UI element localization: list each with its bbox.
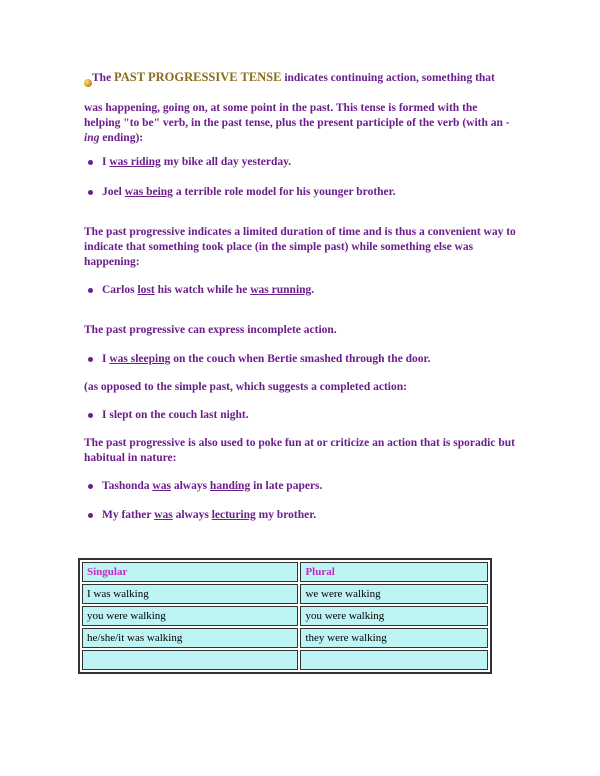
bullet-icon <box>88 160 93 165</box>
verb-underlined: was being <box>124 186 173 198</box>
verb-underlined: was running <box>250 284 312 296</box>
verb-underlined: was sleeping <box>109 353 171 365</box>
ing-italic: -ing <box>84 117 510 144</box>
verb-underlined: was riding <box>109 156 161 168</box>
list-item: Joel was being a terrible role model for his younger brother. <box>102 185 396 200</box>
table-row <box>82 606 488 626</box>
paragraph-habitual: The past progressive is also used to poke fun at or criticize an action that is sporadic but habitual in nature: <box>84 437 515 464</box>
bullet-icon <box>88 357 93 362</box>
list-item: I was sleeping on the couch when Bertie smashed through the door. <box>102 352 430 367</box>
intro-ending: ending): <box>99 132 144 144</box>
column-header-singular: Singular <box>82 562 298 582</box>
column-header-plural: Plural <box>300 562 488 582</box>
bullet-ball-icon <box>84 79 92 87</box>
verb-underlined: lecturing <box>211 509 256 521</box>
table-cell: they were walking <box>300 628 488 648</box>
table-row <box>82 628 488 648</box>
verb-underlined: handing <box>209 480 251 492</box>
table-cell: you were walking <box>82 606 298 626</box>
list-item: Tashonda was always handing in late papers. <box>102 479 322 494</box>
table-row <box>82 650 488 670</box>
table-cell: you were walking <box>300 606 488 626</box>
list-item: My father was always lecturing my brother. <box>102 508 316 523</box>
verb-underlined: was <box>154 509 173 521</box>
list-item: I was riding my bike all day yesterday. <box>102 155 291 170</box>
conjugation-table <box>78 558 492 674</box>
bullet-icon <box>88 513 93 518</box>
table-cell <box>82 650 298 670</box>
table-row <box>82 584 488 604</box>
table-cell: he/she/it was walking <box>82 628 298 648</box>
table-cell: I was walking <box>82 584 298 604</box>
tense-term: PAST PROGRESSIVE TENSE <box>114 70 282 84</box>
paragraph-duration: The past progressive indicates a limited duration of time and is thus a convenient way to indicate that something took place (in the simple past) while something else was happening: <box>84 226 516 268</box>
intro-text: was happening, going on, at some point in the past. This tense is formed with the helping "to be" verb, in the past tense, plus the present participle of the verb (with an <box>84 102 506 129</box>
bullet-icon <box>88 413 93 418</box>
intro-prefix: The <box>92 72 115 84</box>
paragraph-simple-past: (as opposed to the simple past, which suggests a completed action: <box>84 381 407 393</box>
intro-first-line <box>92 70 522 86</box>
bullet-icon <box>88 190 93 195</box>
verb-underlined: lost <box>137 284 155 296</box>
bullet-icon <box>88 288 93 293</box>
verb-underlined: was <box>152 480 171 492</box>
intro-paragraph <box>84 101 516 146</box>
paragraph-incomplete: The past progressive can express incomplete action. <box>84 324 337 336</box>
bullet-icon <box>88 484 93 489</box>
table-cell: we were walking <box>300 584 488 604</box>
table-header-row <box>82 562 488 582</box>
list-item: I slept on the couch last night. <box>102 408 249 423</box>
table-cell <box>300 650 488 670</box>
intro-line1-rest: indicates continuing action, something that <box>281 72 495 84</box>
list-item: Carlos lost his watch while he was running. <box>102 283 314 298</box>
